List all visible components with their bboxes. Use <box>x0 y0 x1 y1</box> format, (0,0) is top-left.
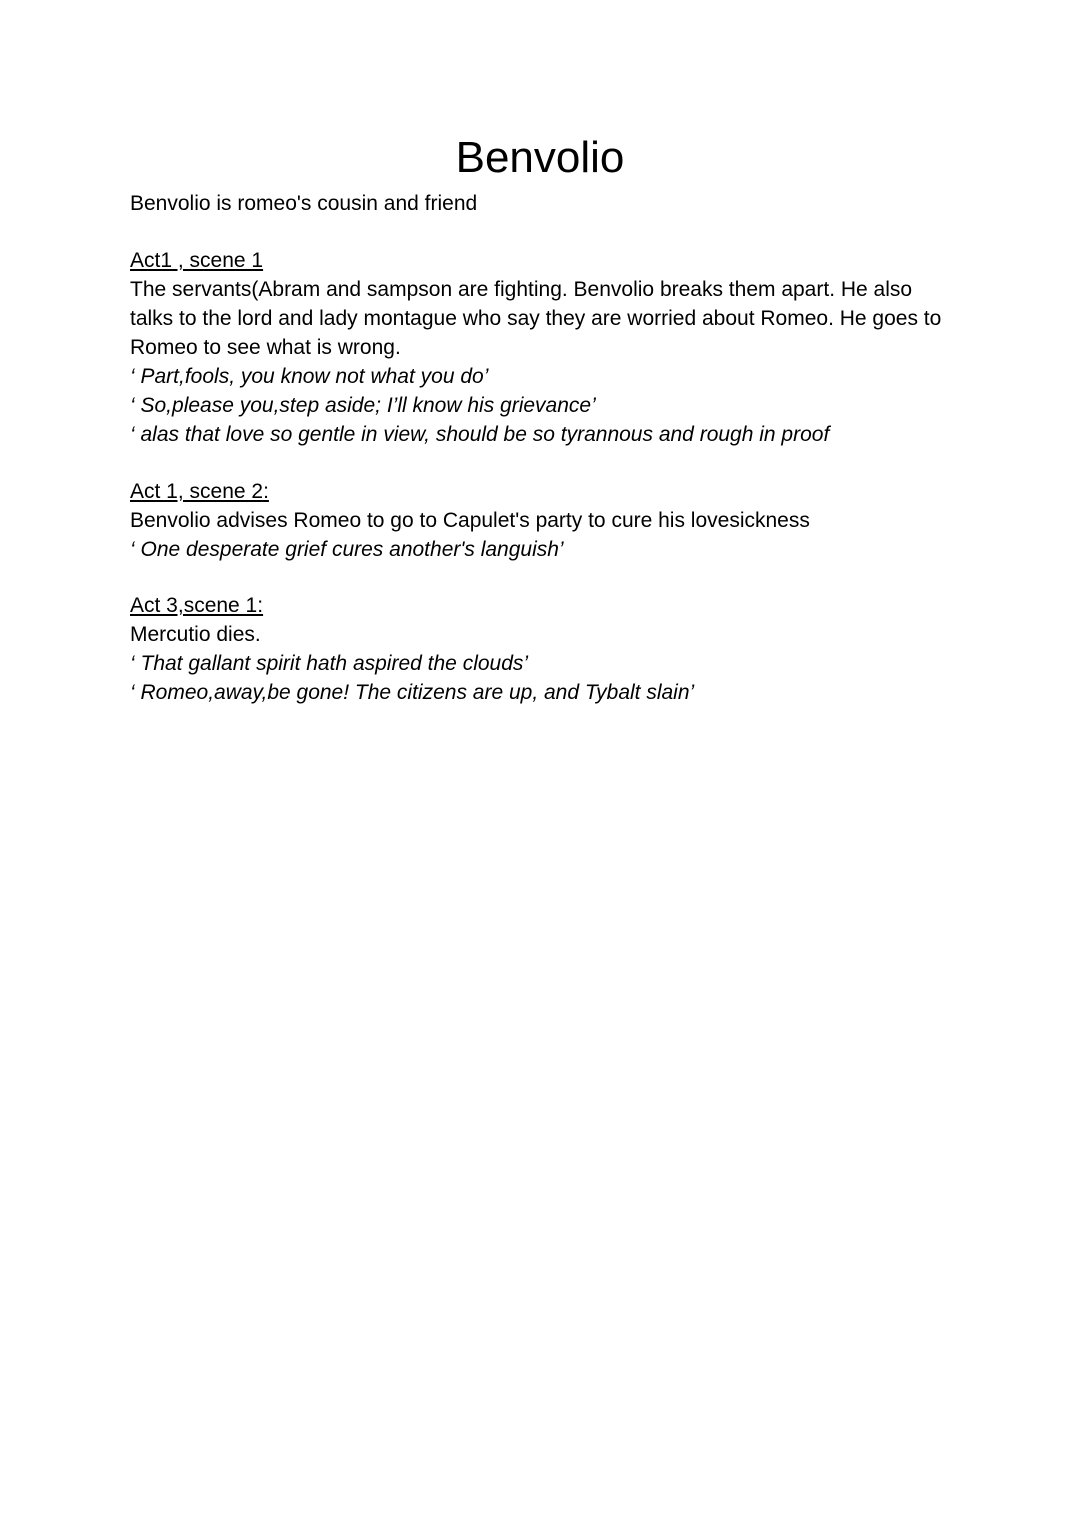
intro-text: Benvolio is romeo's cousin and friend <box>130 192 478 215</box>
quote: ‘ Romeo,away,be gone! The citizens are up, and Tybalt slain’ <box>130 681 695 704</box>
section-heading: Act 3,scene 1: <box>130 594 264 617</box>
section-act3-scene1 <box>130 591 960 707</box>
page-title: Benvolio <box>455 133 625 182</box>
quote: ‘ Part,fools, you know not what you do’ <box>130 365 489 388</box>
quote: ‘ alas that love so gentle in view, should be so tyrannous and rough in proof <box>130 423 830 446</box>
quote: ‘ So,please you,step aside; I’ll know his grievance’ <box>130 394 596 417</box>
section-summary: Mercutio dies. <box>130 623 261 646</box>
quote: ‘ One desperate grief cures another's languish’ <box>130 538 564 561</box>
section-summary: The servants(Abram and sampson are fighting. Benvolio breaks them apart. He also talks to the lord and lady montague who say they are worried about Romeo. He goes to Romeo to see what is wrong. <box>130 278 942 359</box>
section-summary: Benvolio advises Romeo to go to Capulet's party to cure his lovesickness <box>130 509 810 532</box>
section-act1-scene1 <box>130 246 960 449</box>
quote: ‘ That gallant spirit hath aspired the clouds’ <box>130 652 529 675</box>
section-act1-scene2 <box>130 477 960 564</box>
section-heading: Act 1, scene 2: <box>130 480 269 503</box>
section-heading: Act1 , scene 1 <box>130 249 264 272</box>
